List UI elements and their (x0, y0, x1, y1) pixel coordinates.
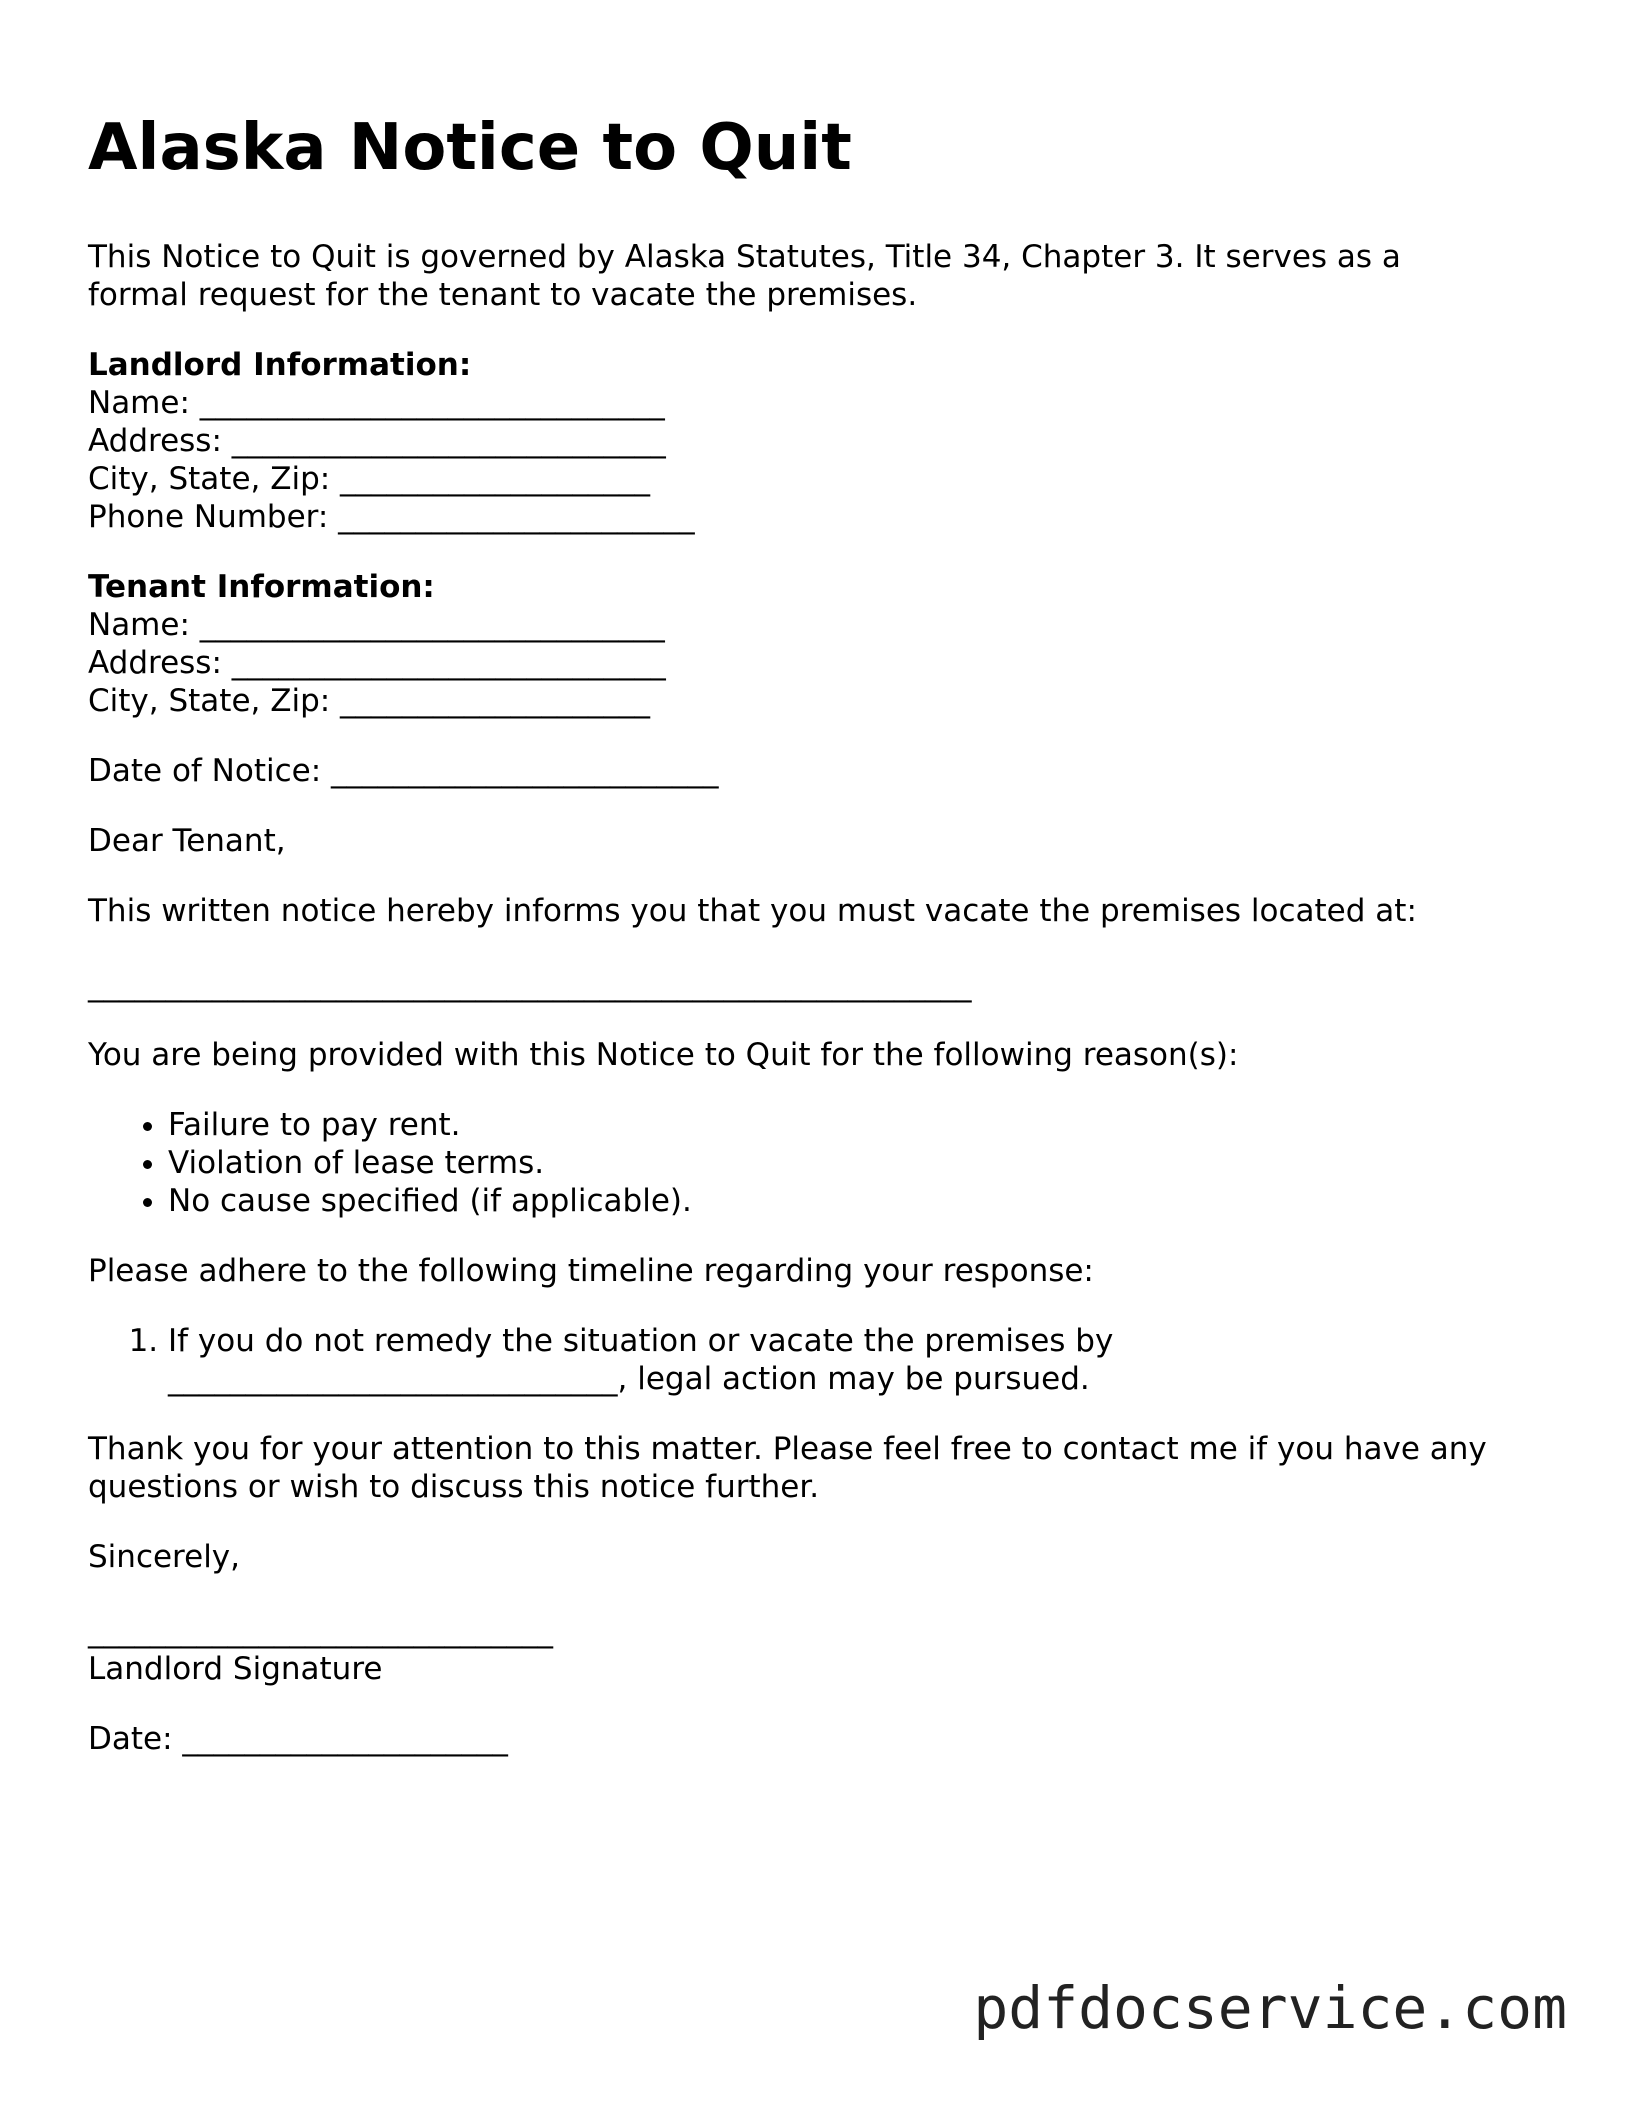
thanks-paragraph (88, 1430, 1548, 1506)
landlord-city-field: City, State, Zip: ____________________ (88, 461, 651, 497)
timeline-line: 1. If you do not remedy the situation or vacate the premises by (168, 1323, 1114, 1359)
timeline-item (168, 1322, 1548, 1398)
closing: Sincerely, (88, 1539, 241, 1575)
reason-item: • Violation of lease terms. (168, 1144, 1548, 1182)
tenant-address-field: Address: ____________________________ (88, 645, 666, 681)
intro-paragraph (88, 238, 1548, 314)
salutation: Dear Tenant, (88, 823, 286, 859)
reason-item: • No cause specified (if applicable). (168, 1182, 1548, 1220)
timeline-list (88, 1322, 1548, 1398)
date-field: Date: _____________________ (88, 1721, 508, 1757)
landlord-phone-field: Phone Number: _______________________ (88, 499, 695, 535)
reason-item: • Failure to pay rent. (168, 1106, 1548, 1144)
landlord-info-section (88, 346, 1548, 536)
tenant-name-field: Name: ______________________________ (88, 607, 665, 643)
landlord-info-heading: Landlord Information: (88, 347, 472, 383)
tenant-info-section (88, 568, 1548, 720)
signature-label: Landlord Signature (88, 1651, 383, 1687)
intro-line: This Notice to Quit is governed by Alaska Statutes, Title 34, Chapter 3. It serves as a (88, 239, 1401, 275)
tenant-city-field: City, State, Zip: ____________________ (88, 683, 651, 719)
document-page (88, 112, 1548, 1758)
document-title: Alaska Notice to Quit (88, 111, 852, 185)
landlord-name-field: Name: ______________________________ (88, 385, 665, 421)
reasons-list (88, 1106, 1548, 1220)
signature-blank: ______________________________ (88, 1613, 553, 1649)
watermark: pdfdocservice.com (973, 1974, 1567, 2042)
intro-line: formal request for the tenant to vacate the premises. (88, 277, 918, 313)
date-of-notice-field: Date of Notice: _________________________ (88, 753, 719, 789)
reasons-intro: You are being provided with this Notice to Quit for the following reason(s): (88, 1037, 1239, 1073)
signature-block (88, 1612, 1548, 1688)
timeline-intro: Please adhere to the following timeline regarding your response: (88, 1253, 1094, 1289)
landlord-address-field: Address: ____________________________ (88, 423, 666, 459)
tenant-info-heading: Tenant Information: (88, 569, 435, 605)
timeline-line: _____________________________, legal action may be pursued. (168, 1361, 1090, 1397)
notice-text: This written notice hereby informs you that you must vacate the premises located at: (88, 893, 1417, 929)
premises-address-blank: _________________________________________________________ (88, 967, 972, 1003)
thanks-line: questions or wish to discuss this notice further. (88, 1469, 820, 1505)
thanks-line: Thank you for your attention to this matter. Please feel free to contact me if you have any (88, 1431, 1487, 1467)
